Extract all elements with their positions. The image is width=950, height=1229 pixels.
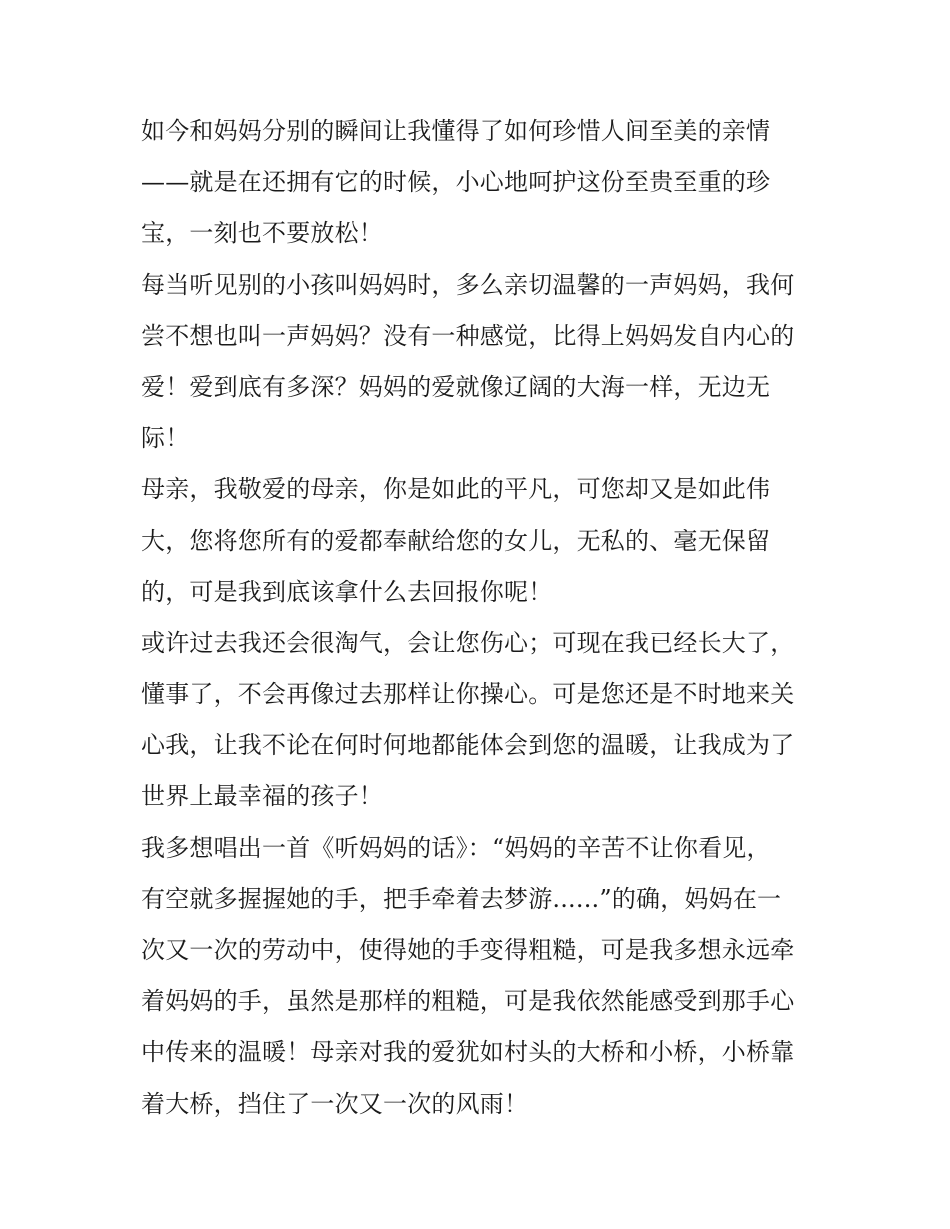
text-line: 尝不想也叫一声妈妈？没有一种感觉，比得上妈妈发自内心的 [141,321,795,350]
text-line: 中传来的温暖！母亲对我的爱犹如村头的大桥和小桥，小桥靠 [141,1038,795,1067]
text-line: 心我，让我不论在何时何地都能体会到您的温暖，让我成为了 [141,731,795,760]
text-line: ——就是在还拥有它的时候，小心地呵护这份至贵至重的珍 [141,168,771,197]
text-line: 着妈妈的手，虽然是那样的粗糙，可是我依然能感受到那手心 [141,987,795,1016]
text-line: 每当听见别的小孩叫妈妈时，多么亲切温馨的一声妈妈，我何 [141,270,795,299]
text-line: 际！ [141,424,190,453]
text-line: 如今和妈妈分别的瞬间让我懂得了如何珍惜人间至美的亲情 [141,117,771,145]
document-body [141,106,821,1130]
text-line: 宝，一刻也不要放松！ [141,219,383,248]
text-line: 爱！爱到底有多深？妈妈的爱就像辽阔的大海一样，无边无 [141,372,771,401]
text-line: 的，可是我到底该拿什么去回报你呢！ [141,577,553,606]
text-line: 母亲，我敬爱的母亲，你是如此的平凡，可您却又是如此伟 [141,475,771,504]
text-line: 有空就多握握她的手，把手牵着去梦游......”的确，妈妈在一 [141,884,782,913]
text-line: 大，您将您所有的爱都奉献给您的女儿，无私的、毫无保留 [141,526,771,555]
text-line: 着大桥，挡住了一次又一次的风雨！ [141,1089,529,1118]
text-line: 我多想唱出一首《听妈妈的话》：“妈妈的辛苦不让你看见， [141,833,771,862]
text-line: 次又一次的劳动中，使得她的手变得粗糙，可是我多想永远牵 [141,936,795,964]
text-line: 或许过去我还会很淘气，会让您伤心；可现在我已经长大了， [141,628,795,657]
text-line: 世界上最幸福的孩子！ [141,782,383,811]
text-line: 懂事了，不会再像过去那样让你操心。可是您还是不时地来关 [141,680,795,709]
